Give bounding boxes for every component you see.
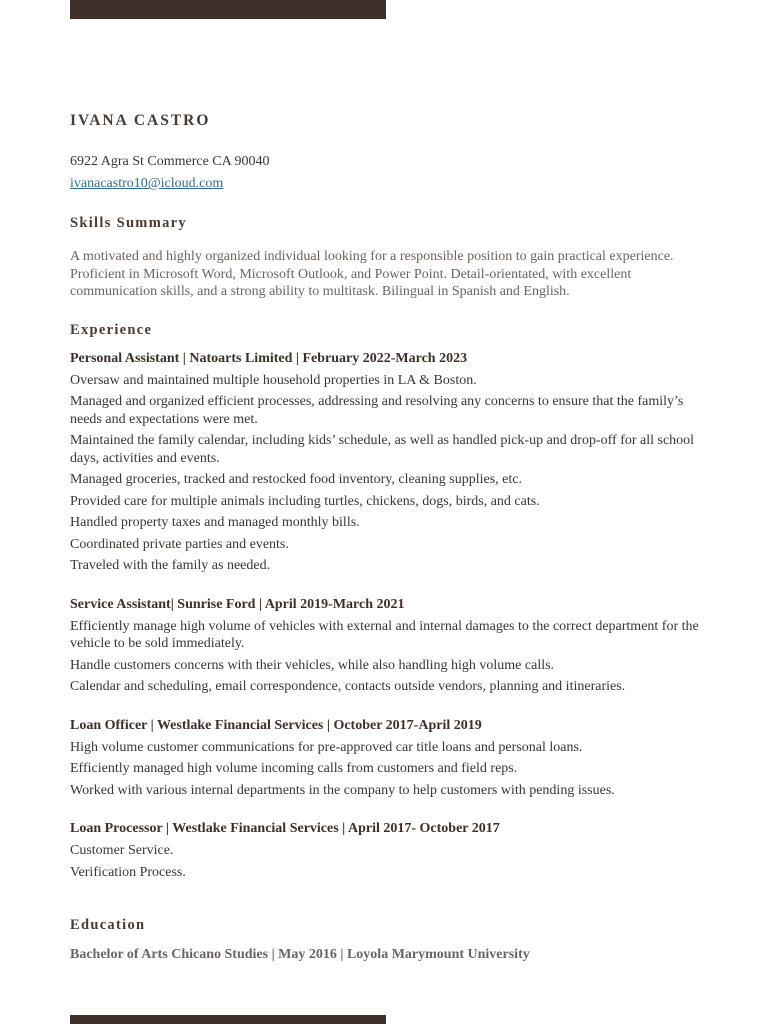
experience-heading: Experience xyxy=(70,321,153,338)
job-title: Personal Assistant | Natoarts Limited | February 2022-March 2023 xyxy=(70,350,468,366)
job-bullet: Customer Service. xyxy=(70,843,174,858)
bottom-decorative-bar xyxy=(70,1015,386,1024)
address-text: 6922 Agra St Commerce CA 90040 xyxy=(70,154,270,169)
job-title: Service Assistant| Sunrise Ford | April 2019-March 2021 xyxy=(70,596,405,612)
resume-name: IVANA CASTRO xyxy=(70,112,211,129)
email-link[interactable]: ivanacastro10@icloud.com xyxy=(70,176,224,191)
job-bullet: Handled property taxes and managed monthly bills. xyxy=(70,515,360,530)
job-bullet: Efficiently managed high volume incoming calls from customers and field reps. xyxy=(70,761,518,776)
job-bullet: Verification Process. xyxy=(70,864,186,880)
job-bullet: Traveled with the family as needed. xyxy=(70,558,271,573)
job-bullet: Managed groceries, tracked and restocked food inventory, cleaning supplies, etc. xyxy=(70,472,522,487)
education-entry: Bachelor of Arts Chicano Studies | May 2016 | Loyola Marymount University xyxy=(70,947,530,962)
job-bullet: Handle customers concerns with their vehicles, while also handling high volume calls. xyxy=(70,657,555,673)
job-bullet: Worked with various internal departments in the company to help customers with pending issues. xyxy=(70,782,615,798)
job-entry xyxy=(70,597,700,696)
skills-summary-text: A motivated and highly organized individual looking for a responsible position to gain practical experience. Proficient in Microsoft Word, Microsoft Outlook, and Power Point. Detail-orientated, with excellent communication skills, and a strong ability to multitask. Bilingual in Spanish and English. xyxy=(70,249,674,299)
education-heading: Education xyxy=(70,917,146,933)
job-bullet: Provided care for multiple animals including turtles, chickens, dogs, birds, and cats. xyxy=(70,493,540,509)
job-entry xyxy=(70,351,700,575)
top-decorative-bar xyxy=(70,0,386,19)
resume-page xyxy=(70,112,700,963)
job-bullet: Maintained the family calendar, including kids’ schedule, as well as handled pick-up and drop-off for all school days, activities and events. xyxy=(70,433,695,466)
job-bullet: Coordinated private parties and events. xyxy=(70,536,289,552)
job-bullet: Managed and organized efficient processes, addressing and resolving any concerns to ensure that the family’s needs and expectations were met. xyxy=(70,394,684,427)
job-bullet: Calendar and scheduling, email correspondence, contacts outside vendors, planning and itineraries. xyxy=(70,679,626,694)
skills-heading: Skills Summary xyxy=(70,215,187,231)
job-title: Loan Officer | Westlake Financial Services | October 2017-April 2019 xyxy=(70,717,482,733)
job-entry xyxy=(70,821,700,881)
job-bullet: Efficiently manage high volume of vehicles with external and internal damages to the correct department for the vehicle to be sold immediately. xyxy=(70,618,699,651)
job-entry xyxy=(70,718,700,800)
job-title: Loan Processor | Westlake Financial Services | April 2017- October 2017 xyxy=(70,821,500,836)
job-bullet: High volume customer communications for pre-approved car title loans and personal loans. xyxy=(70,739,583,755)
job-bullet: Oversaw and maintained multiple household properties in LA & Boston. xyxy=(70,372,477,388)
